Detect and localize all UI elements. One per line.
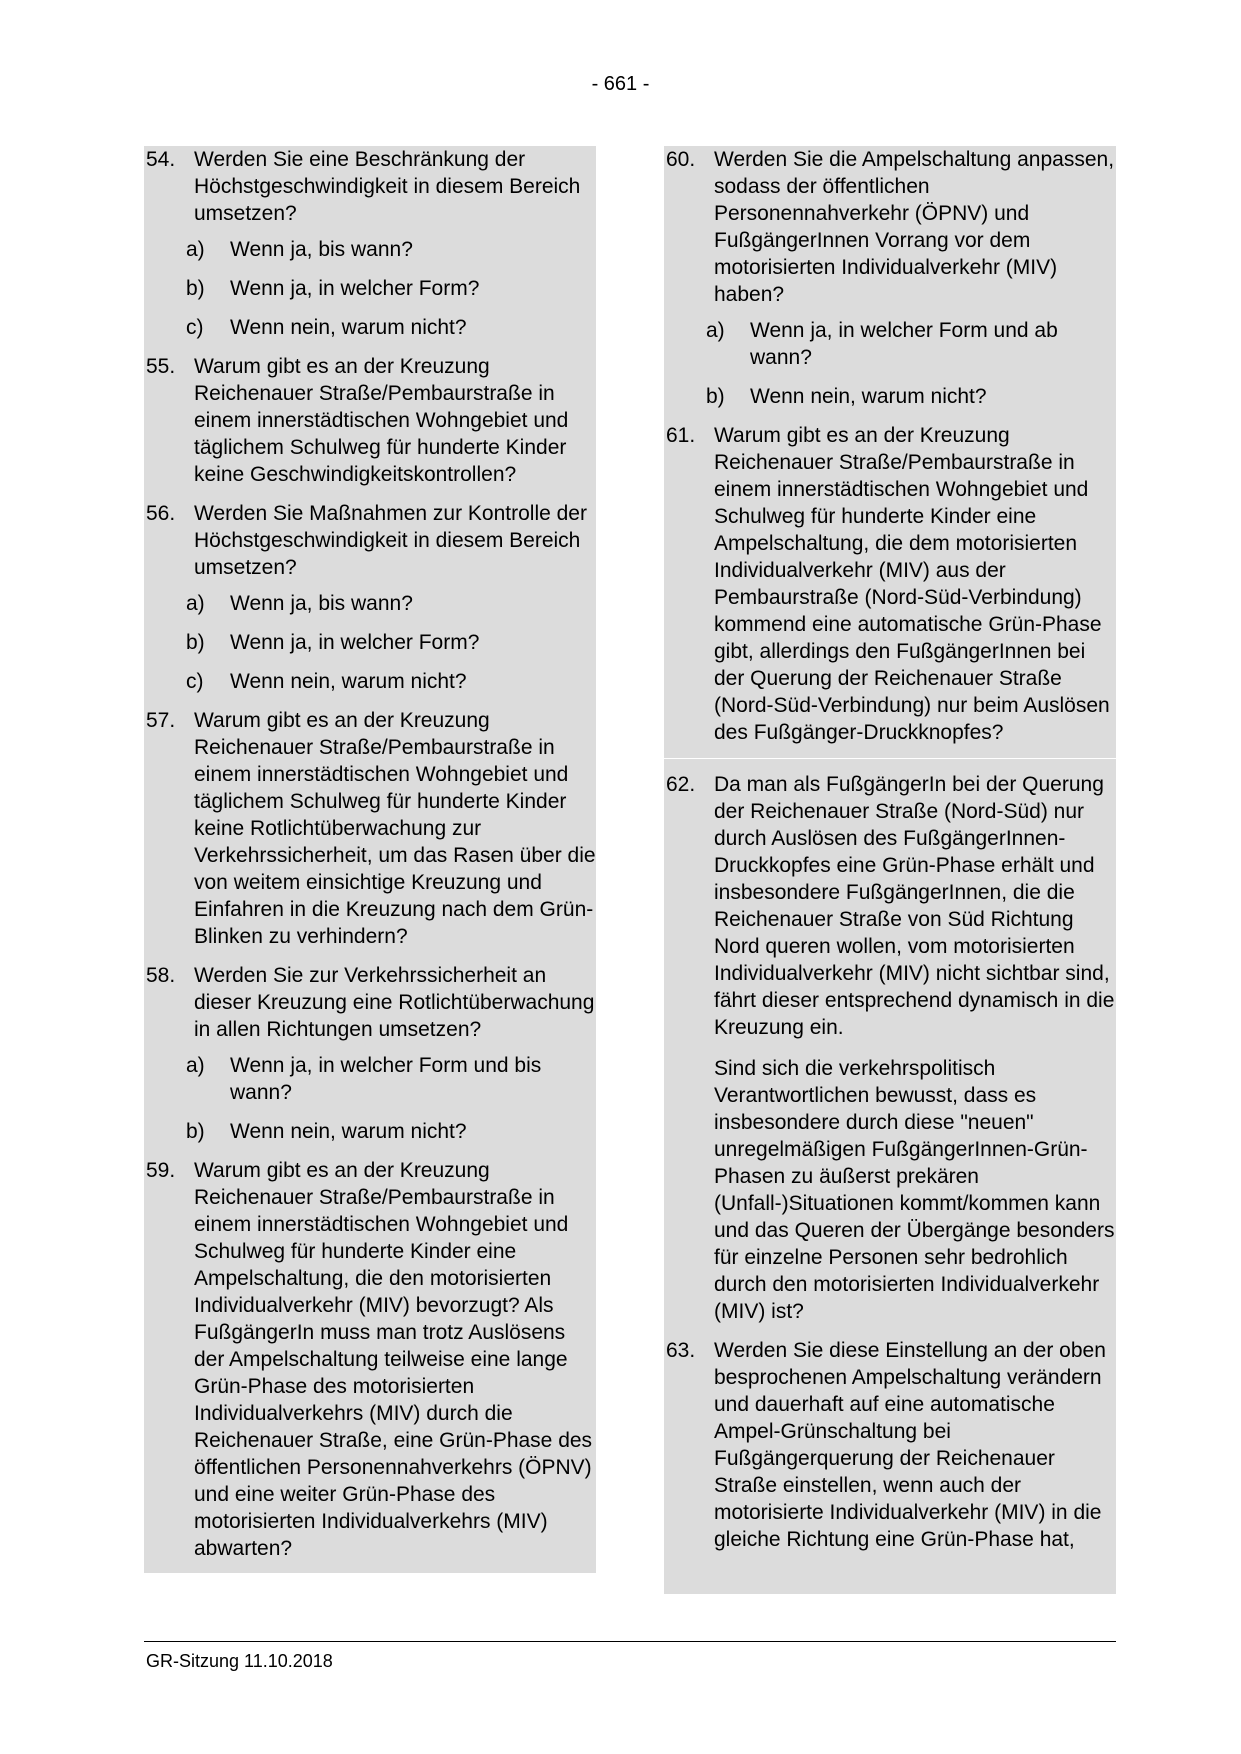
sub-question-label: a)	[706, 319, 725, 342]
question-number: 57.	[146, 709, 176, 732]
question-number: 55.	[146, 355, 176, 378]
sub-question-text: Wenn ja, in welcher Form und bis wann?	[230, 1054, 542, 1104]
sub-questions	[144, 590, 596, 695]
sub-question-label: a)	[186, 238, 205, 261]
sub-question	[144, 314, 596, 341]
question-number: 59.	[146, 1159, 176, 1182]
sub-question-text: Wenn nein, warum nicht?	[750, 385, 987, 408]
left-column	[144, 146, 596, 1573]
question-62-paragraph: Sind sich die verkehrspolitisch Verantwortlichen bewusst, dass es insbesondere durch diese "neuen" unregelmäßigen FußgängerInnen-Grün-Phasen zu äußerst prekären (Unfall-)Situationen kommt/kommen kann und das Queren der Übergänge besonders für einzelne Personen sehr bedrohlich durch den motorisierten Individualverkehr (MIV) ist?	[714, 1057, 1115, 1323]
question-text: Warum gibt es an der Kreuzung Reichenauer Straße/Pembaurstraße in einem innerstädtischen Wohngebiet und täglichem Schulweg für hunderte Kinder keine Rotlichtüberwachung zur Verkehrssicherheit, um das Rasen über die von weitem einsichtige Kreuzung und Einfahren in die Kreuzung nach dem Grün-Blinken zu verhindern?	[194, 709, 596, 948]
question-text: Werden Sie zur Verkehrssicherheit an dieser Kreuzung eine Rotlichtüberwachung in allen Richtungen umsetzen?	[194, 964, 595, 1041]
question-text: Werden Sie eine Beschränkung der Höchstgeschwindigkeit in diesem Bereich umsetzen?	[194, 148, 581, 225]
question-56	[144, 500, 596, 581]
sub-question-label: a)	[186, 592, 205, 615]
question-text: Werden Sie die Ampelschaltung anpassen, sodass der öffentlichen Personennahverkehr (ÖPNV) und FußgängerInnen Vorrang vor dem motorisierten Individualverkehr (MIV) haben?	[714, 148, 1115, 306]
footer-rule	[144, 1641, 1116, 1642]
sub-question-label: a)	[186, 1054, 205, 1077]
sub-question-text: Wenn ja, bis wann?	[230, 592, 413, 615]
question-number: 62.	[666, 773, 696, 796]
sub-question	[144, 1118, 596, 1145]
sub-question-text: Wenn nein, warum nicht?	[230, 670, 467, 693]
question-number: 63.	[666, 1339, 696, 1362]
sub-question-text: Wenn ja, in welcher Form?	[230, 631, 480, 654]
sub-question-label: b)	[186, 1120, 205, 1143]
sub-question	[144, 275, 596, 302]
sub-question-text: Wenn ja, in welcher Form und ab wann?	[750, 319, 1058, 369]
question-59	[144, 1157, 596, 1562]
question-text: Werden Sie diese Einstellung an der oben besprochenen Ampelschaltung verändern und dauerhaft auf eine automatische Ampel-Grünschaltung bei Fußgängerquerung der Reichenauer Straße einstellen, wenn auch der motorisierte Individualverkehr (MIV) in die gleiche Richtung eine Grün-Phase hat,	[714, 1339, 1106, 1551]
sub-question-label: b)	[186, 631, 205, 654]
question-text: Warum gibt es an der Kreuzung Reichenauer Straße/Pembaurstraße in einem innerstädtischen Wohngebiet und Schulweg für hunderte Kinder eine Ampelschaltung, die den motorisierten Individualverkehr (MIV) bevorzugt? Als FußgängerIn muss man trotz Auslösens der Ampelschaltung teilweise eine lange Grün-Phase des motorisierten Individualverkehrs (MIV) durch die Reichenauer Straße, eine Grün-Phase des öffentlichen Personennahverkehrs (ÖPNV) und eine weiter Grün-Phase des motorisierten Individualverkehrs (MIV) abwarten?	[194, 1159, 593, 1560]
footer-text: GR-Sitzung 11.10.2018	[146, 1651, 333, 1671]
sub-question-label: c)	[186, 316, 204, 339]
sub-questions	[664, 317, 1116, 410]
sub-questions	[144, 236, 596, 341]
sub-question	[144, 590, 596, 617]
question-number: 54.	[146, 148, 176, 171]
question-54	[144, 146, 596, 227]
sub-question-text: Wenn ja, bis wann?	[230, 238, 413, 261]
sub-question	[664, 383, 1116, 410]
question-60	[664, 146, 1116, 308]
question-55	[144, 353, 596, 488]
sub-question-text: Wenn nein, warum nicht?	[230, 316, 467, 339]
question-61	[664, 422, 1116, 746]
question-text: Warum gibt es an der Kreuzung Reichenauer Straße/Pembaurstraße in einem innerstädtischen Wohngebiet und täglichem Schulweg für hunderte Kinder keine Geschwindigkeitskontrollen?	[194, 355, 569, 486]
sub-question-text: Wenn nein, warum nicht?	[230, 1120, 467, 1143]
sub-questions	[144, 1052, 596, 1145]
sub-question	[144, 629, 596, 656]
sub-question	[144, 1052, 596, 1106]
question-62	[664, 771, 1116, 1041]
question-57	[144, 707, 596, 950]
right-column	[664, 146, 1116, 1594]
sub-question	[664, 317, 1116, 371]
page-number: - 661 -	[591, 73, 650, 95]
question-text: Warum gibt es an der Kreuzung Reichenauer Straße/Pembaurstraße in einem innerstädtischen Wohngebiet und Schulweg für hunderte Kinder eine Ampelschaltung, die dem motorisierten Individualverkehr (MIV) aus der Pembaurstraße (Nord-Süd-Verbindung) kommend eine automatische Grün-Phase gibt, allerdings den FußgängerInnen bei der Querung der Reichenauer Straße (Nord-Süd-Verbindung) nur beim Auslösen des Fußgänger-Druckknopfes?	[714, 424, 1110, 744]
sub-question-label: c)	[186, 670, 204, 693]
sub-question	[144, 236, 596, 263]
question-63	[664, 1337, 1116, 1553]
question-text: Da man als FußgängerIn bei der Querung der Reichenauer Straße (Nord-Süd) nur durch Auslösen des FußgängerInnen-Druckkopfes eine Grün-Phase erhält und insbesondere FußgängerInnen, die die Reichenauer Straße von Süd Richtung Nord queren wollen, vom motorisierten Individualverkehr (MIV) nicht sichtbar sind, fährt dieser entsprechend dynamisch in die Kreuzung ein.	[714, 773, 1115, 1039]
question-number: 61.	[666, 424, 696, 447]
question-58	[144, 962, 596, 1043]
question-text: Werden Sie Maßnahmen zur Kontrolle der Höchstgeschwindigkeit in diesem Bereich umsetzen?	[194, 502, 587, 579]
sub-question-label: b)	[706, 385, 725, 408]
sub-question-text: Wenn ja, in welcher Form?	[230, 277, 480, 300]
question-number: 56.	[146, 502, 176, 525]
sub-question	[144, 668, 596, 695]
question-number: 60.	[666, 148, 696, 171]
question-number: 58.	[146, 964, 176, 987]
sub-question-label: b)	[186, 277, 205, 300]
